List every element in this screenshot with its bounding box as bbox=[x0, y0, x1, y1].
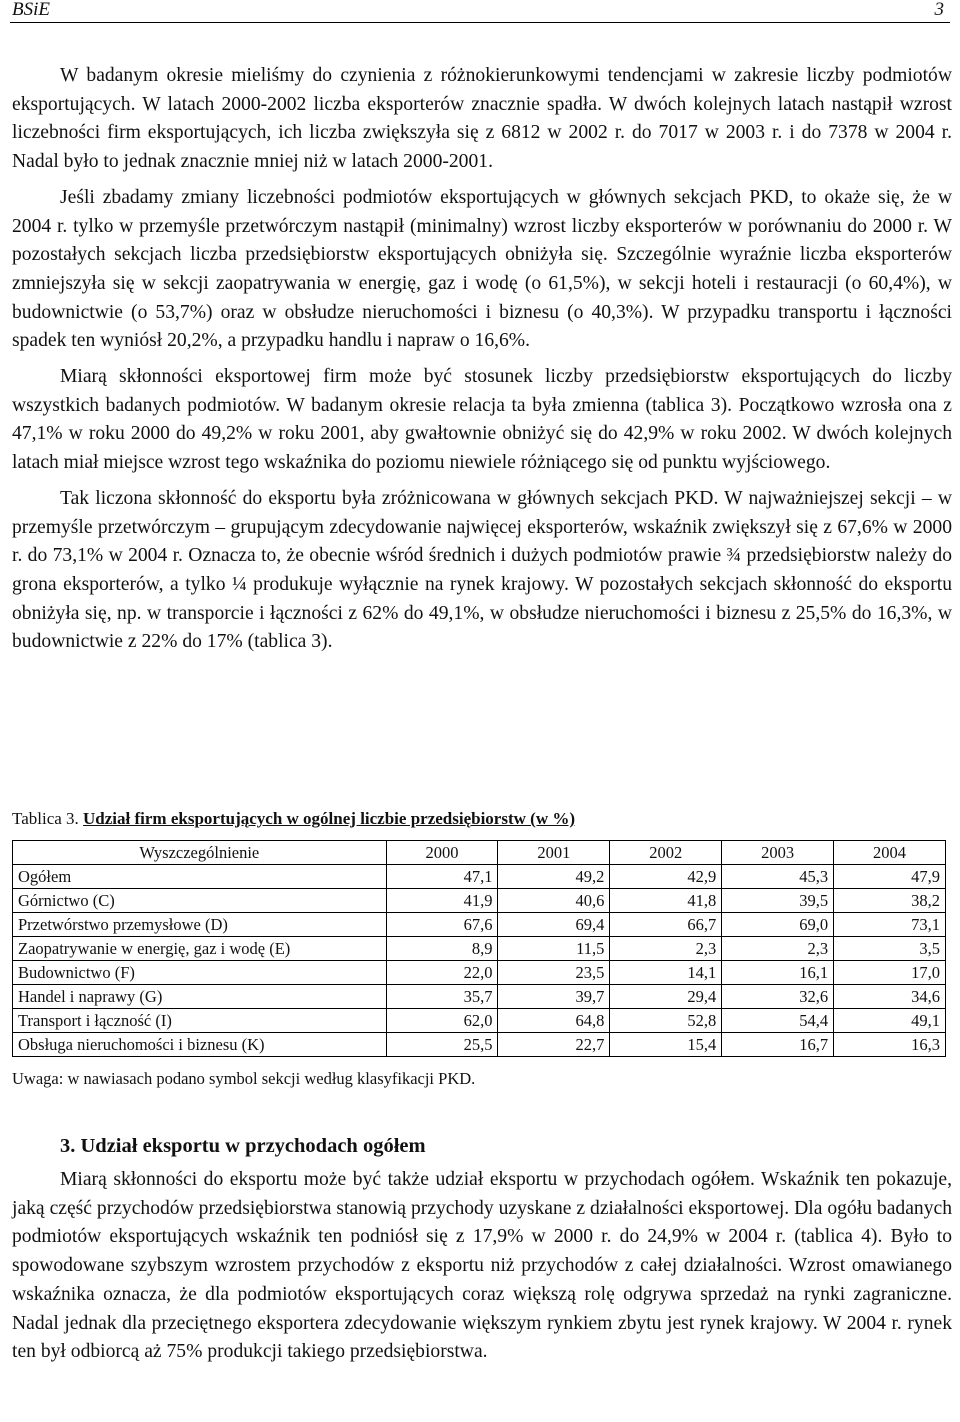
table-cell: 34,6 bbox=[834, 985, 946, 1009]
table-cell: 67,6 bbox=[386, 913, 498, 937]
table-cell: 40,6 bbox=[498, 889, 610, 913]
table-cell: 32,6 bbox=[722, 985, 834, 1009]
table-row bbox=[13, 1033, 946, 1057]
table-row bbox=[13, 937, 946, 961]
data-table bbox=[12, 840, 946, 1057]
column-header: 2001 bbox=[498, 841, 610, 865]
section-paragraph: Miarą skłonności do eksportu może być także udział eksportu w przychodach ogółem. Wskaźnik ten pokazuje, jaką część przychodów przedsiębiorstwa stanowią przychody uzyskane z działalności eksportowej. Dla ogółu badanych podmiotów eksportujących wskaźnik ten podniósł się z 17,9% w 2000 r. do 24,9% w 2004 r. (tablica 4). Było to spowodowane szybszym wzrostem przychodów z eksportu niż przychodów z całej działalności. Wzrost omawianego wskaźnika oznacza, że dla podmiotów eksportujących coraz większą rolę odgrywa sprzedaż na rynki zagraniczne. Nadal jednak dla przeciętnego eksportera zdecydowanie większym rynkiem zbytu jest rynek krajowy. W 2004 r. rynek ten był odbiorcą aż 75% produkcji takiego przedsiębiorstwa. bbox=[12, 1169, 952, 1363]
table-cell: 29,4 bbox=[610, 985, 722, 1009]
section-body bbox=[12, 1166, 952, 1367]
table-cell: 8,9 bbox=[386, 937, 498, 961]
table-row bbox=[13, 913, 946, 937]
row-label: Zaopatrywanie w energię, gaz i wodę (E) bbox=[13, 937, 387, 961]
table-cell: 3,5 bbox=[834, 937, 946, 961]
running-header bbox=[10, 0, 950, 23]
row-label: Ogółem bbox=[13, 865, 387, 889]
page-number: 3 bbox=[934, 0, 944, 20]
journal-abbreviation: BSiE bbox=[12, 0, 50, 20]
column-header: 2004 bbox=[834, 841, 946, 865]
table-cell: 69,0 bbox=[722, 913, 834, 937]
table-caption bbox=[12, 808, 575, 830]
paragraph-4: Tak liczona skłonność do eksportu była zróżnicowana w głównych sekcjach PKD. W najważniejszej sekcji – w przemyśle przetwórczym – grupującym zdecydowanie najwięcej eksporterów, wskaźnik zwiększył się z 67,6% w 2000 r. do 73,1% w 2004 r. Oznacza to, że obecnie wśród średnich i dużych podmiotów prawie ¾ przedsiębiorstw należy do grona eksporterów, a tylko ¼ produkuje wyłącznie na rynek krajowy. W pozostałych sekcjach skłonność do eksportu obniżyła się, np. w transporcie i łączności z 62% do 49,1%, w obsłudze nieruchomości i biznesu z 25,5% do 16,3%, w budownictwie z 22% do 17% (tablica 3). bbox=[12, 487, 952, 653]
table-cell: 73,1 bbox=[834, 913, 946, 937]
table-row bbox=[13, 1009, 946, 1033]
table-header-row bbox=[13, 841, 946, 865]
table-cell: 66,7 bbox=[610, 913, 722, 937]
row-label: Obsługa nieruchomości i biznesu (K) bbox=[13, 1033, 387, 1057]
paragraph-1: W badanym okresie mieliśmy do czynienia z różnokierunkowymi tendencjami w zakresie liczby podmiotów eksportujących. W latach 2000-2002 liczba eksporterów znacznie spadła. W dwóch kolejnych latach nastąpił wzrost liczebności firm eksportujących, ich liczba zwiększyła się z 6812 w 2002 r. do 7017 w 2003 r. i do 7378 w 2004 r. Nadal było to jednak znacznie mniej niż w latach 2000-2001. bbox=[12, 65, 952, 173]
table-cell: 42,9 bbox=[610, 865, 722, 889]
table-caption-title: Udział firm eksportujących w ogólnej liczbie przedsiębiorstw (w %) bbox=[83, 809, 576, 828]
table-cell: 22,7 bbox=[498, 1033, 610, 1057]
table-cell: 47,9 bbox=[834, 865, 946, 889]
table-caption-prefix: Tablica 3. bbox=[12, 809, 84, 828]
table-cell: 23,5 bbox=[498, 961, 610, 985]
table-cell: 16,7 bbox=[722, 1033, 834, 1057]
table-cell: 25,5 bbox=[386, 1033, 498, 1057]
column-header: 2002 bbox=[610, 841, 722, 865]
table-cell: 39,5 bbox=[722, 889, 834, 913]
paragraph-2: Jeśli zbadamy zmiany liczebności podmiotów eksportujących w głównych sekcjach PKD, to okaże się, że w 2004 r. tylko w przemyśle przetwórczym nastąpił (minimalny) wzrost liczby eksporterów w porównaniu do 2000 r. W pozostałych sekcjach liczba przedsiębiorstw eksportujących obniżyła się. Szczególnie wyraźnie liczba eksporterów zmniejszyła się w sekcji zaopatrywania w energię, gaz i wodę (o 61,5%), w sekcji hoteli i restauracji (o 60,4%), w budownictwie (o 53,7%) oraz w obsłudze nieruchomości i biznesu (o 40,3%). W przypadku transportu i łączności spadek ten wyniósł 20,2%, a przypadku handlu i napraw o 16,6%. bbox=[12, 186, 952, 352]
column-header: 2000 bbox=[386, 841, 498, 865]
section-heading: 3. Udział eksportu w przychodach ogółem bbox=[60, 1135, 426, 1157]
row-label: Przetwórstwo przemysłowe (D) bbox=[13, 913, 387, 937]
table-row bbox=[13, 961, 946, 985]
column-header: 2003 bbox=[722, 841, 834, 865]
table-cell: 52,8 bbox=[610, 1009, 722, 1033]
table-cell: 2,3 bbox=[722, 937, 834, 961]
table-cell: 14,1 bbox=[610, 961, 722, 985]
table-cell: 39,7 bbox=[498, 985, 610, 1009]
table-cell: 41,9 bbox=[386, 889, 498, 913]
row-label: Handel i naprawy (G) bbox=[13, 985, 387, 1009]
table-row bbox=[13, 889, 946, 913]
table-cell: 22,0 bbox=[386, 961, 498, 985]
column-header: Wyszczególnienie bbox=[13, 841, 387, 865]
table-cell: 17,0 bbox=[834, 961, 946, 985]
body-text bbox=[12, 62, 952, 657]
paragraph-3: Miarą skłonności eksportowej firm może być stosunek liczby przedsiębiorstw eksportujących do liczby wszystkich badanych podmiotów. W badanym okresie relacja ta była zmienna (tablica 3). Początkowo wzrosła ona z 47,1% w roku 2000 do 49,2% w roku 2001, aby gwałtownie obniżyć się do 42,9% w roku 2002. W dwóch kolejnych latach miał miejsce wzrost tego wskaźnika do poziomu niewiele różniącego się od punktu wyjściowego. bbox=[12, 366, 952, 474]
table-cell: 38,2 bbox=[834, 889, 946, 913]
table-cell: 16,1 bbox=[722, 961, 834, 985]
row-label: Górnictwo (C) bbox=[13, 889, 387, 913]
table-cell: 49,2 bbox=[498, 865, 610, 889]
table-row bbox=[13, 985, 946, 1009]
table-cell: 69,4 bbox=[498, 913, 610, 937]
table-row bbox=[13, 865, 946, 889]
table-cell: 15,4 bbox=[610, 1033, 722, 1057]
table-cell: 54,4 bbox=[722, 1009, 834, 1033]
row-label: Transport i łączność (I) bbox=[13, 1009, 387, 1033]
table-cell: 2,3 bbox=[610, 937, 722, 961]
table-cell: 41,8 bbox=[610, 889, 722, 913]
table-cell: 47,1 bbox=[386, 865, 498, 889]
table-cell: 45,3 bbox=[722, 865, 834, 889]
table-cell: 35,7 bbox=[386, 985, 498, 1009]
table-cell: 16,3 bbox=[834, 1033, 946, 1057]
table-cell: 49,1 bbox=[834, 1009, 946, 1033]
table-cell: 62,0 bbox=[386, 1009, 498, 1033]
table-cell: 11,5 bbox=[498, 937, 610, 961]
table-cell: 64,8 bbox=[498, 1009, 610, 1033]
row-label: Budownictwo (F) bbox=[13, 961, 387, 985]
table-note: Uwaga: w nawiasach podano symbol sekcji według klasyfikacji PKD. bbox=[12, 1069, 476, 1088]
